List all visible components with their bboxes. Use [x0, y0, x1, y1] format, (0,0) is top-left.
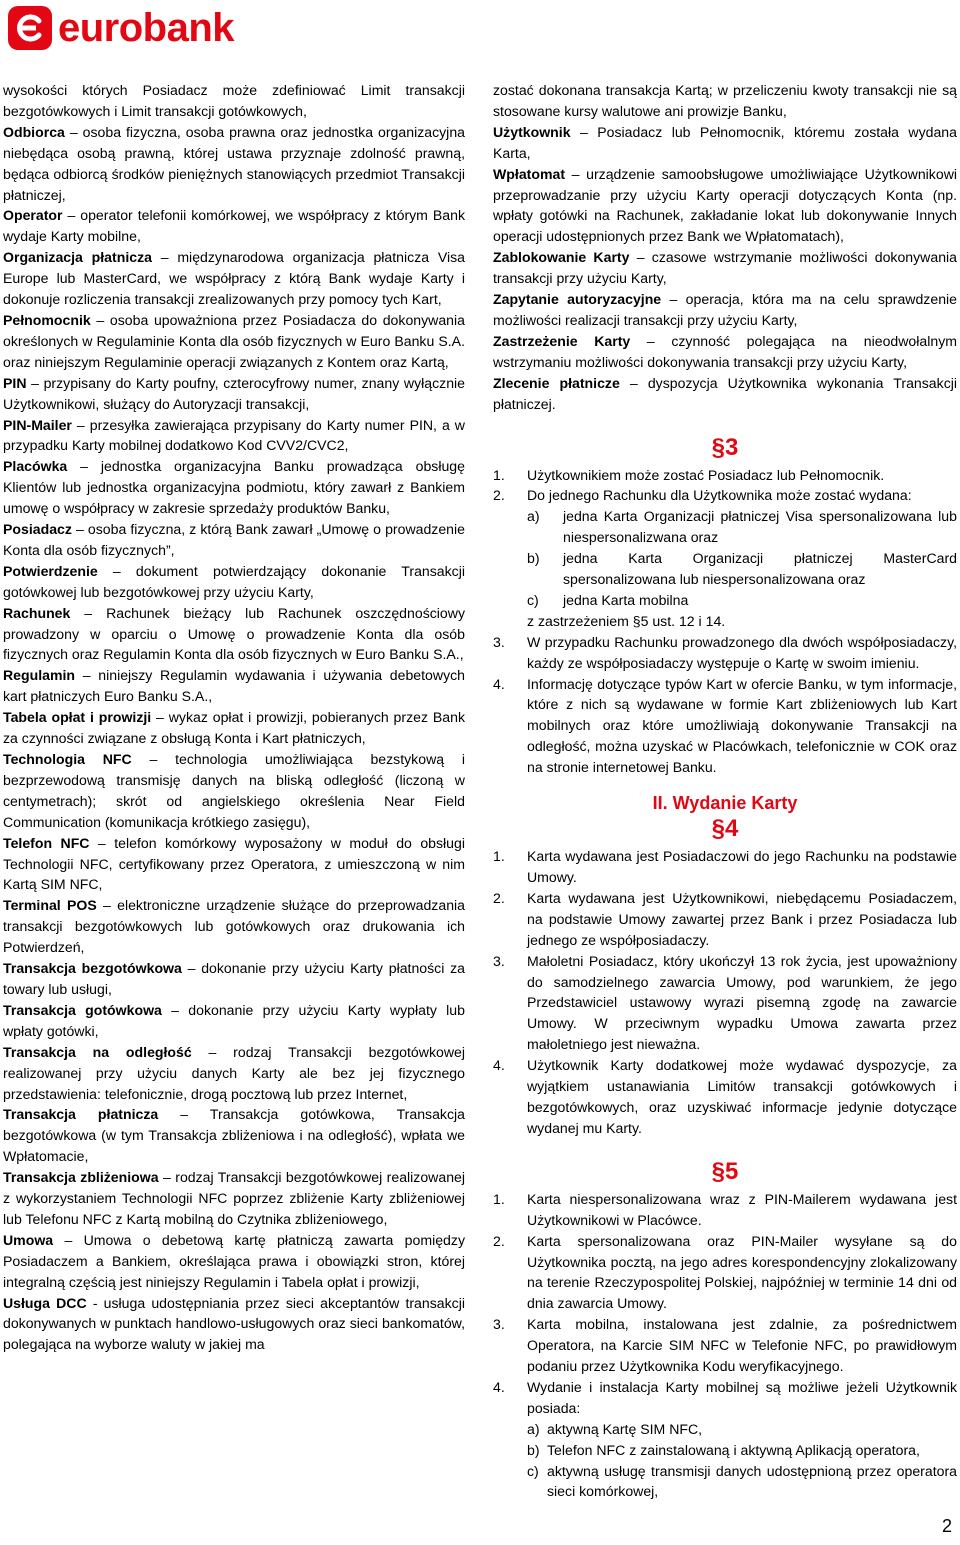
- definition: Użytkownik – Posiadacz lub Pełnomocnik, któremu została wydana Karta,: [493, 123, 957, 161]
- sub-item: a) aktywną Kartę SIM NFC,: [527, 1420, 703, 1437]
- section-5-list: [493, 1189, 957, 1419]
- eurobank-logo-icon: [8, 6, 52, 50]
- list-item: 1. Karta wydawana jest Posiadaczowi do jego Rachunku na podstawie Umowy.: [493, 848, 957, 885]
- definition: Regulamin – niniejszy Regulamin wydawania i używania debetowych kart płatniczych Euro Banku S.A.,: [3, 667, 465, 705]
- definition: Placówka – jednostka organizacyjna Banku prowadząca obsługę Klientów lub jednostka organizacyjna podmiotu, który zawarł z Bankiem umowę o współpracy w zakresie sprzedaży produktów Banku,: [3, 458, 465, 517]
- definition: Transakcja zbliżeniowa – rodzaj Transakcji bezgotówkowej realizowanej z wykorzystaniem Technologii NFC poprzez zbliżenie Karty zbliżeniowej lub Telefonu NFC z Kartą mobilną do Czytnika zbliżeniowego,: [3, 1169, 466, 1227]
- definition: Posiadacz – osoba fizyczna, z którą Bank zawarł „Umowę o prowadzenie Konta dla osób fizycznych”,: [3, 521, 465, 558]
- list-item: 1. Użytkownikiem może zostać Posiadacz lub Pełnomocnik.: [493, 466, 885, 483]
- definition: Terminal POS – elektroniczne urządzenie służące do przeprowadzania transakcji bezgotówkowych lub gotówkowych oraz drukowania ich Potwierdzeń,: [3, 897, 465, 956]
- section-3-list-cont: [493, 632, 957, 778]
- definition: PIN-Mailer – przesyłka zawierająca przypisany do Karty numer PIN, a w przypadku Karty mobilnej dodatkowo Kod CVV2/CVC2,: [3, 416, 465, 454]
- list-item: 1. Karta niespersonalizowana wraz z PIN-Mailerem wydawana jest Użytkownikowi w Placówce.: [493, 1190, 957, 1228]
- section-3-list: [493, 465, 957, 507]
- eurobank-logo: [8, 6, 234, 50]
- definition: Usługa DCC - usługa udostępniania przez sieci akceptantów transakcji dokonywanych w punktach handlowo-usługowych oraz sieci bankomatów, polegająca na wyborze waluty w jakiej ma: [3, 1294, 465, 1353]
- list-item: 2. Karta wydawana jest Użytkownikowi, niebędącemu Posiadaczem, na podstawie Umowy zawartej przez Bank i przez Posiadacza lub jednego ze współposiadaczy.: [493, 889, 957, 948]
- definition: Technologia NFC – technologia umożliwiająca bezstykową i bezprzewodową transmisję danych na bliską odległość (liczoną w centymetrach); skrót od angielskiego określenia Near Field Communication (komunikacja krótkiego zasięgu),: [3, 751, 465, 830]
- list-item: 2. Do jednego Rachunku dla Użytkownika może zostać wydana:: [493, 487, 912, 504]
- list-item: 4. Wydanie i instalacja Karty mobilnej są możliwe jeżeli Użytkownik posiada:: [493, 1378, 957, 1416]
- definition: Potwierdzenie – dokument potwierdzający dokonanie Transakcji gotówkowej lub bezgotówkowej przy użyciu Karty,: [3, 562, 465, 600]
- list-item: 3. Karta mobilna, instalowana jest zdalnie, za pośrednictwem Operatora, na Karcie SIM NFC w Telefonie NFC, po prawidłowym podaniu przez Użytkownika Kodu weryfikacyjnego.: [493, 1316, 957, 1375]
- section-3-heading: §3: [711, 433, 739, 461]
- list-item: 2. Karta spersonalizowana oraz PIN-Mailer wysyłane są do Użytkownika pocztą, na jego adres korespondencyjny zlokalizowany na terenie Rzeczypospolitej Polskiej, najpóźniej w terminie 14 dni od dnia zawarcia Umowy.: [493, 1232, 957, 1312]
- list-item: 3. Małoletni Posiadacz, który ukończył 13 rok życia, jest upoważniony do samodzielnego zawarcia Umowy, pod warunkiem, że jego Przedstawiciel ustawowy wyrazi pisemną zgodę na zawarcie Umowy. W przeciwnym wypadku Umowa zawarta przez małoletniego jest nieważna.: [493, 952, 957, 1053]
- definition: Transakcja gotówkowa – dokonanie przy użyciu Karty wypłaty lub wpłaty gotówki,: [3, 1001, 465, 1039]
- definition: Transakcja płatnicza – Transakcja gotówkowa, Transakcja bezgotówkowa (w tym Transakcja zbliżeniowa i na odległość), wpłata we Wpłatomacie,: [3, 1106, 465, 1165]
- brand-name: eurobank: [58, 6, 235, 50]
- section-5-heading: §5: [711, 1157, 739, 1185]
- list-item: 4. Użytkownik Karty dodatkowej może wydawać dyspozycje, za wyjątkiem ustanawiania Limitów transakcji gotówkowych i bezgotówkowych, oraz uzyskiwać informacje jedynie dotyczące wydanej mu Karty.: [493, 1057, 957, 1136]
- definition: Tabela opłat i prowizji – wykaz opłat i prowizji, pobieranych przez Bank za czynności związane z obsługą Konta i Kart płatniczych,: [3, 709, 465, 747]
- definition: PIN – przypisany do Karty poufny, czterocyfrowy numer, znany wyłącznie Użytkownikowi, służący do Autoryzacji transakcji,: [3, 374, 465, 412]
- definition: Umowa – Umowa o debetową kartę płatniczą zawarta pomiędzy Posiadaczem a Bankiem, określająca prawa i obowiązki stron, której integralną częścią jest niniejszy Regulamin i Tabela opłat i prowizji,: [3, 1231, 465, 1290]
- list-item: 3. W przypadku Rachunku prowadzonego dla dwóch współposiadaczy, każdy ze współposiadaczy występuje o Kartę w swoim imieniu.: [493, 633, 957, 671]
- page-number: 2: [941, 1516, 952, 1536]
- section-4-heading: §4: [711, 815, 739, 843]
- sub-item: a) jedna Karta Organizacji płatniczej Visa spersonalizowana lub niespersonalizwana oraz: [527, 508, 957, 546]
- definition: Zlecenie płatnicze – dyspozycja Użytkownika wykonania Transakcji płatniczej.: [493, 374, 958, 412]
- definition: Zablokowanie Karty – czasowe wstrzymanie możliwości dokonywania transakcji przy użyciu Karty,: [493, 249, 958, 287]
- sub-item: b) jedna Karta Organizacji płatniczej MasterCard spersonalizowana lub niespersonalizowana oraz: [527, 550, 957, 588]
- section-4-list: [493, 846, 957, 1139]
- sub-item: b) Telefon NFC z zainstalowaną i aktywną Aplikacją operatora,: [527, 1441, 920, 1458]
- definition: Rachunek – Rachunek bieżący lub Rachunek oszczędnościowy prowadzony w oparciu o Umowę o prowadzenie Konta dla osób fizycznych oraz Regulamin Konta dla osób fizycznych w Euro Banku S.A.,: [3, 604, 465, 663]
- definition: Wpłatomat – urządzenie samoobsługowe umożliwiające Użytkownikowi przeprowadzanie przy użyciu Karty operacji dotyczących Konta (np. wpłaty gotówki na Rachunek, zakładanie lokat lub dokonywanie Innych operacji udostępnionych przez Bank we Wpłatomatach),: [493, 165, 957, 245]
- definition: Transakcja na odległość – rodzaj Transakcji bezgotówkowej realizowanej przy użyciu danych Karty ale bez jej fizycznego przedstawienia: telefonicznie, drogą pocztową lub przez Internet,: [3, 1043, 465, 1102]
- definition: Operator – operator telefonii komórkowej, we współpracy z którym Bank wydaje Karty mobilne,: [3, 207, 465, 245]
- definition: Telefon NFC – telefon komórkowy wyposażony w moduł do obsługi Technologii NFC, certyfikowany przez Operatora, z umieszczoną w nim Kartą SIM NFC,: [3, 834, 465, 893]
- definition: Pełnomocnik – osoba upoważniona przez Posiadacza do dokonywania określonych w Regulaminie Konta dla osób fizycznych w Euro Banku S.A. oraz niniejszym Regulaminie operacji związanych z Kontem oraz Kartą,: [3, 311, 465, 370]
- definition: wysokości których Posiadacz może zdefiniować Limit transakcji bezgotówkowych i Limit transakcji gotówkowych,: [3, 82, 465, 119]
- list-continuation: z zastrzeżeniem §5 ust. 12 i 14.: [527, 612, 726, 629]
- definition: Transakcja bezgotówkowa – dokonanie przy użyciu Karty płatności za towary lub usługi,: [3, 960, 465, 997]
- definition: Zastrzeżenie Karty – czynność polegająca na nieodwołalnym wstrzymaniu możliwości dokonywania transakcji przy użyciu Karty,: [493, 332, 957, 370]
- definition: Odbiorca – osoba fizyczna, osoba prawna oraz jednostka organizacyjna niebędąca osobą prawną, której ustawa przyznaje zdolność prawną, będąca odbiorcą środków pieniężnych stanowiących przedmiot Transakcji płatniczej,: [3, 123, 465, 203]
- definition: Zapytanie autoryzacyjne – operacja, która ma na celu sprawdzenie możliwości realizacji transakcji przy użyciu Karty,: [493, 291, 957, 328]
- left-column: [3, 80, 465, 1355]
- sub-item: c) aktywną usługę transmisji danych udostępnioną przez operatora sieci komórkowej,: [527, 1462, 957, 1500]
- definition: Organizacja płatnicza – międzynarodowa organizacja płatnicza Visa Europe lub MasterCard, we współpracy z którą Bank wydaje Karty i dokonuje rozliczenia transakcji zrealizowanych przy pomocy tych Kart,: [3, 249, 465, 308]
- sub-item: c) jedna Karta mobilna: [527, 591, 689, 608]
- list-item: 4. Informację dotyczące typów Kart w ofercie Banku, w tym informacje, które z nich są wydawane w formie Kart zbliżeniowych lub Kart mobilnych oraz które umożliwiają dokonywanie Transakcji na odległość, można uzyskać w Placówkach, telefonicznie w COK oraz na stronie internetowej Banku.: [493, 675, 957, 776]
- right-column: [493, 80, 957, 1502]
- chapter-title: II. Wydanie Karty: [652, 793, 798, 814]
- definition: zostać dokonana transakcja Kartą; w przeliczeniu kwoty transakcji nie są stosowane kursy walutowe ani prowizje Banku,: [493, 82, 957, 119]
